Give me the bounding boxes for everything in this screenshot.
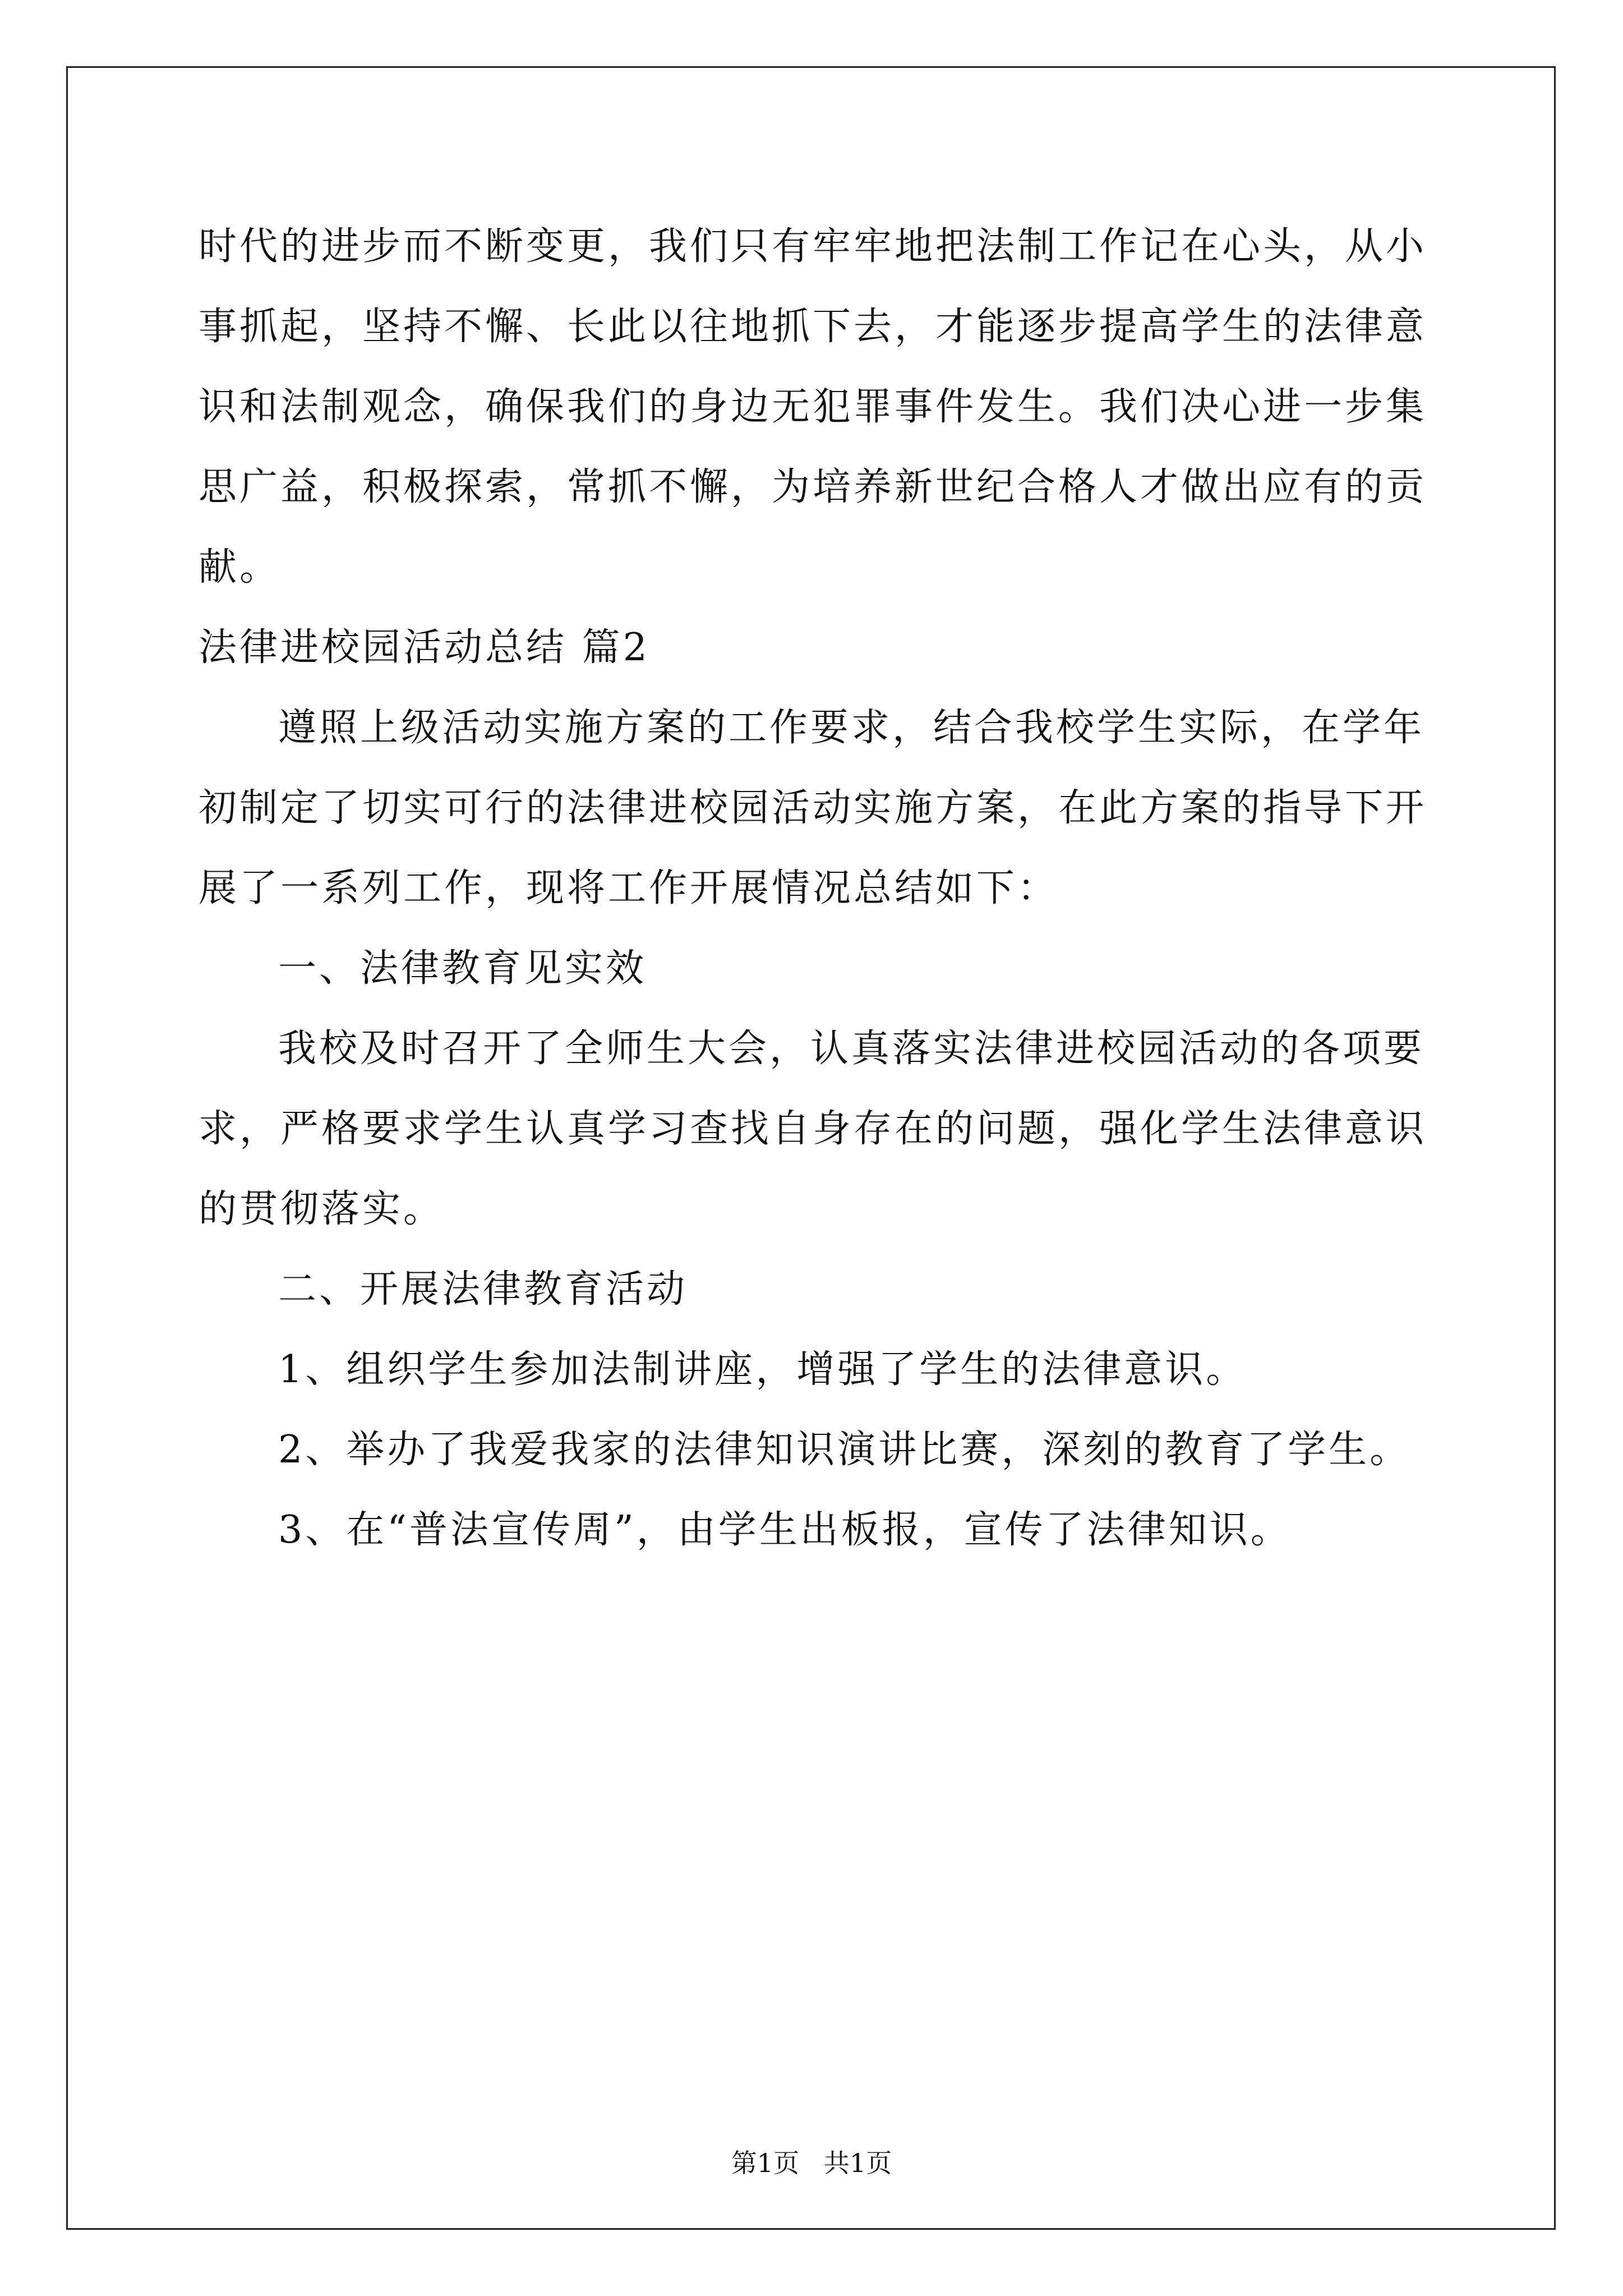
paragraph-line: 的贯彻落实。 [199,1187,445,1231]
subheading: 一、法律教育见实效 [278,946,647,991]
paragraph-line: 展了一系列工作，现将工作开展情况总结如下： [199,866,1059,910]
paragraph-line: 思广益，积极探索，常抓不懈，为培养新世纪合格人才做出应有的贡 [199,465,1427,509]
page-footer: 第1页 共1页 [731,2148,892,2178]
paragraph-line: 时代的进步而不断变更，我们只有牢牢地把法制工作记在心头，从小 [199,224,1427,269]
paragraph-line: 初制定了切实可行的法律进校园活动实施方案，在此方案的指导下开 [199,786,1427,830]
section-heading: 法律进校园活动总结 篇2 [199,625,650,670]
paragraph-line: 我校及时召开了全师生大会，认真落实法律进校园活动的各项要 [278,1027,1425,1071]
paragraph-line: 献。 [199,545,281,590]
paragraph-line: 遵照上级活动实施方案的工作要求，结合我校学生实际，在学年 [278,706,1425,750]
paragraph-line: 求，严格要求学生认真学习查找自身存在的问题，强化学生法律意识 [199,1107,1427,1151]
list-item: 3、在“普法宣传周”，由学生出板报，宣传了法律知识。 [278,1508,1292,1552]
paragraph-line: 识和法制观念，确保我们的身边无犯罪事件发生。我们决心进一步集 [199,385,1427,429]
list-item: 1、组织学生参加法制讲座，增强了学生的法律意识。 [278,1347,1247,1392]
list-item: 2、举办了我爱我家的法律知识演讲比赛，深刻的教育了学生。 [278,1428,1411,1472]
paragraph-line: 事抓起，坚持不懈、长此以往地抓下去，才能逐步提高学生的法律意 [199,305,1427,349]
subheading: 二、开展法律教育活动 [278,1267,688,1312]
